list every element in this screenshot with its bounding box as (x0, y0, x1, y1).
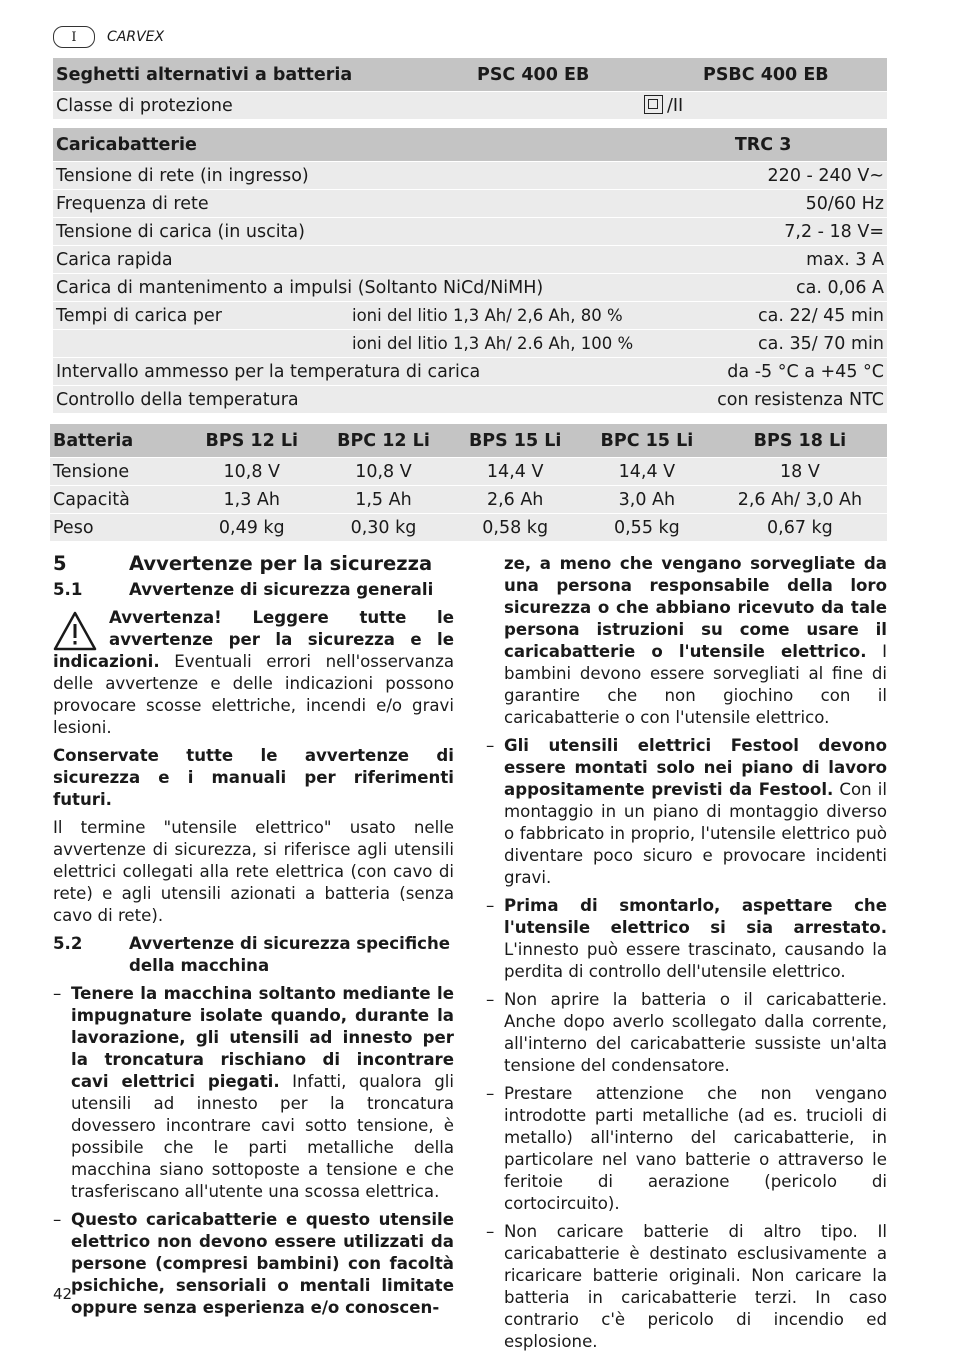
row-label: Controllo della temperatura (53, 386, 685, 413)
protection-class-value: /II (474, 92, 887, 119)
section-5-heading: 5 Avvertenze per la sicurezza (53, 552, 433, 575)
row-label: Carica di mantenimento a impulsi (Soltanto NiCd/NiMH) (53, 274, 685, 301)
battery-header-0: Batteria (50, 424, 186, 457)
table-row (50, 458, 887, 485)
row-condition: ioni del litio 1,3 Ah/ 2.6 Ah, 100 % (349, 330, 685, 357)
cell-value: 0,49 kg (186, 514, 318, 541)
row-value: ca. 35/ 70 min (685, 330, 887, 357)
table-row (50, 514, 887, 541)
row-value: con resistenza NTC (685, 386, 887, 413)
row-label: Tensione di rete (in ingresso) (53, 162, 685, 189)
double-insulation-icon (644, 95, 663, 114)
table1-header-0: Seghetti alternativi a batteria (53, 58, 474, 91)
table-row (53, 330, 887, 357)
row-label: Peso (50, 514, 186, 541)
section-5-1-heading: 5.1 Avvertenze di sicurezza generali (53, 580, 434, 599)
row-condition: ioni del litio 1,3 Ah/ 2,6 Ah, 80 % (349, 302, 685, 329)
brand-name: CARVEX (107, 29, 165, 45)
cell-value: 1,3 Ah (186, 486, 318, 513)
row-value: 220 - 240 V~ (685, 162, 887, 189)
language-badge: I (53, 26, 95, 48)
cell-value: 10,8 V (318, 458, 450, 485)
table-row (53, 218, 887, 245)
battery-header-1: BPS 12 Li (186, 424, 318, 457)
row-label: Carica rapida (53, 246, 685, 273)
list-item: – Prima di smontarlo, aspettare che l'utensile elettrico si sia arrestato. L'innesto può essere trascinato, causando la perdita di controllo dell'utensile elettrico. (486, 896, 887, 981)
table-row (53, 190, 887, 217)
cell-value: 2,6 Ah (449, 486, 581, 513)
cell-value: 0,55 kg (581, 514, 713, 541)
table1-header-2: PSBC 400 EB (700, 58, 887, 91)
row-value: da -5 °C a +45 °C (685, 358, 887, 385)
table-row (53, 358, 887, 385)
row-label: Tensione (50, 458, 186, 485)
page-number: 42 (53, 1285, 73, 1303)
row-value: 50/60 Hz (685, 190, 887, 217)
row-value: ca. 0,06 A (685, 274, 887, 301)
battery-spec-table (50, 423, 887, 542)
list-item: – Non caricare batterie di altro tipo. Il caricabatterie è destinato esclusivamente a ricaricare batterie originali. Non caricare la batteria in caricabatterie terzi. In caso contrario c'è pericolo di incendio ed esplosione. (486, 1222, 887, 1351)
table-row (53, 386, 887, 413)
row-value: max. 3 A (685, 246, 887, 273)
table2-header-0: Caricabatterie (53, 128, 685, 161)
list-item-continued: ze, a meno che vengano sorvegliate da una persona responsabile della loro sicurezza o che abbiano ricevuto da tale persona istruzioni su come usare il caricabatterie o l'utensile elettrico. I bambini devono essere sorvegliati al fine di garantire che non giochino con il caricabatterie o con l'utensile elettrico. (504, 554, 888, 727)
table-row (50, 486, 887, 513)
row-label (53, 330, 349, 357)
list-item: – Tenere la macchina soltanto mediante le impugnature isolate quando, durante la lavorazione, gli utensili ad innesto per la troncatura rischiano di incontrare cavi elettrici piegati. Infatti, qualora gli utensili ad innesto per la troncatura dovessero incontrare cavi sotto tensione, è possibile che le parti metalliche della macchina siano sottoposte a tensione e che trasferiscano all'utente una scossa elettrica. (53, 984, 454, 1201)
cell-value: 3,0 Ah (581, 486, 713, 513)
row-value: ca. 22/ 45 min (685, 302, 887, 329)
left-column (53, 553, 454, 1325)
protection-class-label: Classe di protezione (53, 92, 474, 119)
table1-header-1: PSC 400 EB (474, 58, 700, 91)
cell-value: 14,4 V (581, 458, 713, 485)
battery-header-2: BPC 12 Li (318, 424, 450, 457)
table-row (53, 162, 887, 189)
general-warning: Avvertenza! Leggere tutte le avvertenze per la sicurezza e le indicazioni. Eventuali errori nell'osservanza delle avvertenze e delle indicazioni possono provocare scosse elettriche, incendi e/o gravi lesioni. (53, 608, 454, 737)
table-row (53, 274, 887, 301)
page-header (53, 26, 164, 48)
list-item: – Questo caricabatterie e questo utensile elettrico non devono essere utilizzati da persone (compresi bambini) con facoltà psichiche, sensoriali o mentali limitate oppure senza esperienza e/o conoscen- (53, 1210, 454, 1317)
battery-header-3: BPS 15 Li (449, 424, 581, 457)
cell-value: 0,67 kg (713, 514, 887, 541)
warning-triangle-icon (53, 611, 97, 651)
list-item: – Prestare attenzione che non vengano introdotte parti metalliche (ad es. trucioli di metallo) all'interno del caricabatterie, in particolare nel vano batterie o attraverso le feritoie di aerazione (pericolo di cortocircuito). (486, 1084, 887, 1213)
cell-value: 18 V (713, 458, 887, 485)
power-tool-definition: Il termine "utensile elettrico" usato nelle avvertenze di sicurezza, si riferisce agli utensili elettrici collegati alla rete elettrica (con cavo di rete) e agli utensili azionati a batteria (senza cavo di rete). (53, 818, 454, 925)
keep-instructions: Conservate tutte le avvertenze di sicurezza e i manuali per riferimenti futuri. (53, 746, 454, 809)
row-label: Tempi di carica per (53, 302, 349, 329)
right-column (486, 553, 887, 1359)
row-label: Tensione di carica (in uscita) (53, 218, 685, 245)
cell-value: 2,6 Ah/ 3,0 Ah (713, 486, 887, 513)
row-label: Frequenza di rete (53, 190, 685, 217)
battery-header-5: BPS 18 Li (713, 424, 887, 457)
table-row (53, 246, 887, 273)
section-5-2-heading: 5.2 Avvertenze di sicurezza specifiche della macchina (53, 934, 451, 975)
cell-value: 10,8 V (186, 458, 318, 485)
list-item: – Gli utensili elettrici Festool devono essere montati solo nei piano di lavoro appositamente previsti da Festool. Con il montaggio in un piano di montaggio diverso o fabbricato in proprio, l'utensile elettrico può diventare poco sicuro e provocare incidenti gravi. (486, 736, 887, 887)
battery-header-4: BPC 15 Li (581, 424, 713, 457)
saw-spec-table (53, 57, 887, 120)
cell-value: 14,4 V (449, 458, 581, 485)
table2-header-1: TRC 3 (685, 128, 887, 161)
row-value: 7,2 - 18 V= (685, 218, 887, 245)
cell-value: 1,5 Ah (318, 486, 450, 513)
cell-value: 0,58 kg (449, 514, 581, 541)
charger-spec-table (53, 127, 887, 414)
row-label: Capacità (50, 486, 186, 513)
row-label: Intervallo ammesso per la temperatura di carica (53, 358, 685, 385)
cell-value: 0,30 kg (318, 514, 450, 541)
table-row (53, 302, 887, 329)
list-item: – Non aprire la batteria o il caricabatterie. Anche dopo averlo scollegato dalla corrente, all'interno del caricabatterie sussiste un'alta tensione del condensatore. (486, 990, 887, 1075)
